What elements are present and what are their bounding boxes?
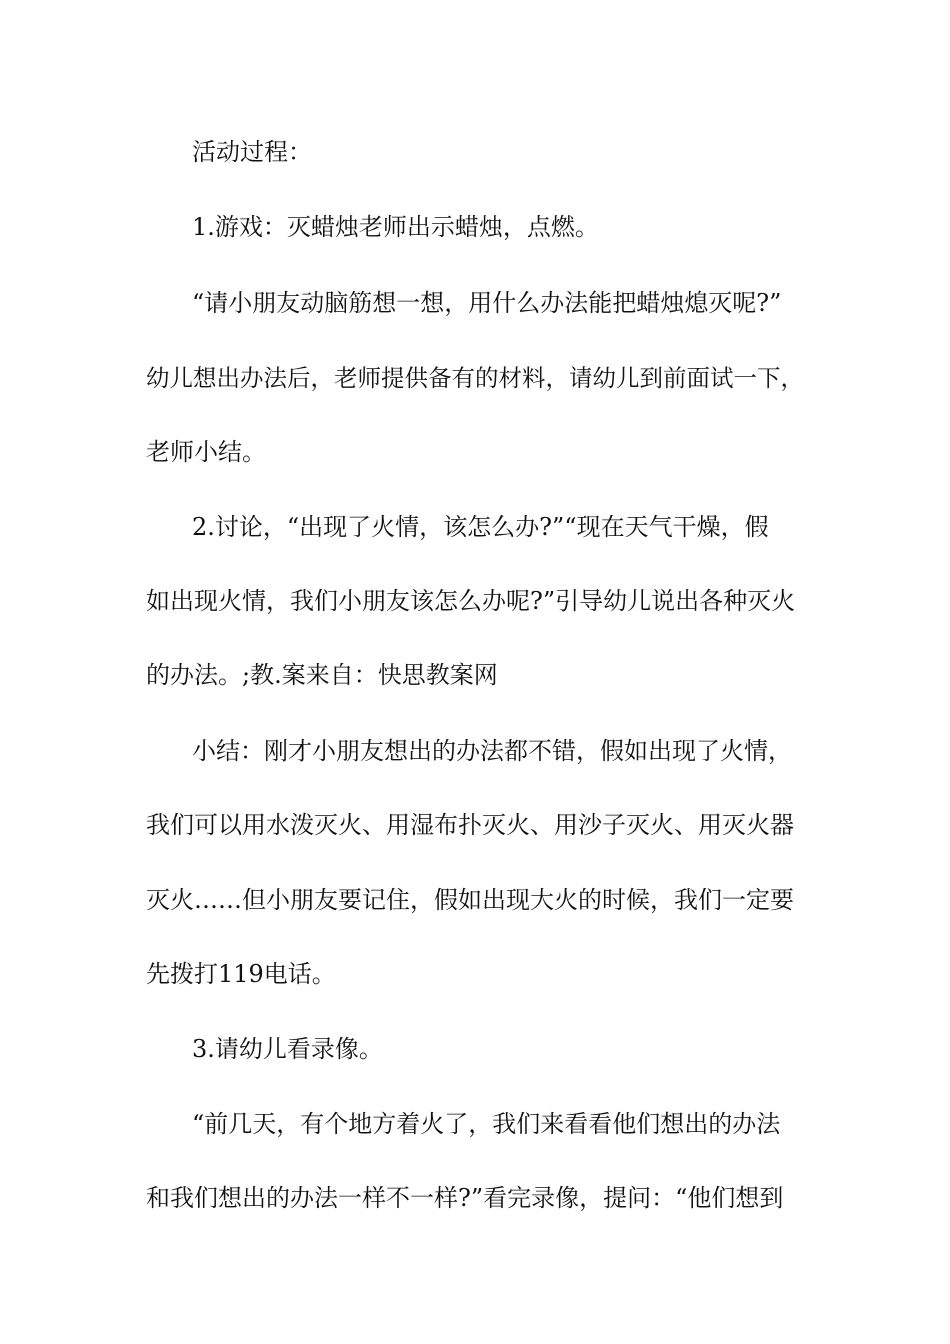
text-line: 先拨打119电话。 xyxy=(146,960,336,988)
text-line: 小结：刚才小朋友想出的办法都不错，假如出现了火情， xyxy=(192,737,792,765)
text-line: 活动过程： xyxy=(192,138,312,166)
text-line: “前几天，有个地方着火了，我们来看看他们想出的办法 xyxy=(192,1110,781,1138)
text-line: 灭火……但小朋友要记住，假如出现大火的时候，我们一定要 xyxy=(146,886,794,914)
text-line: 我们可以用水泼灭火、用湿布扑灭火、用沙子灭火、用灭火器 xyxy=(146,811,794,839)
text-line: 和我们想出的办法一样不一样?”看完录像，提问：“他们想到 xyxy=(146,1184,784,1212)
text-line: 1.游戏：灭蜡烛老师出示蜡烛，点燃。 xyxy=(192,213,599,241)
text-line: “请小朋友动脑筋想一想，用什么办法能把蜡烛熄灭呢?” xyxy=(192,289,782,317)
text-line: 幼儿想出办法后，老师提供备有的材料，请幼儿到前面试一下， xyxy=(146,364,804,392)
text-line: 2.讨论，“出现了火情，该怎么办?”“现在天气干燥，假 xyxy=(192,513,769,541)
text-line: 的办法。;教.案来自：快思教案网 xyxy=(146,661,498,689)
text-line: 3.请幼儿看录像。 xyxy=(192,1035,383,1063)
text-line: 如出现火情，我们小朋友该怎么办呢?”引导幼儿说出各种灭火 xyxy=(146,587,796,615)
text-line: 老师小结。 xyxy=(146,438,266,466)
